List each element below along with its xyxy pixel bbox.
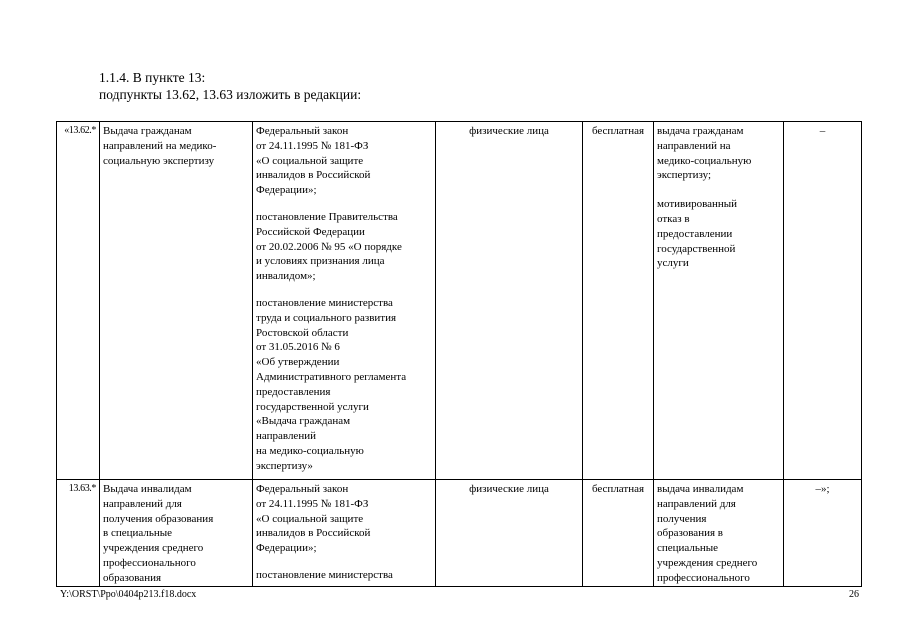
legal-line: инвалидом»; xyxy=(256,270,316,283)
service-line: учреждения среднего xyxy=(103,542,204,555)
result-line: отказ в xyxy=(657,212,690,225)
result-line: выдача гражданам xyxy=(657,125,744,137)
result-line: медико-социальную xyxy=(657,154,752,167)
amendment-heading xyxy=(99,69,361,103)
document-file-path: Y:\ORST\Ppo\0404p213.f18.docx xyxy=(60,589,197,600)
legal-line: «Об утверждении xyxy=(256,356,340,369)
service-line: направлений для xyxy=(103,497,182,510)
result-cell xyxy=(654,480,784,587)
service-line: образования xyxy=(103,571,162,584)
legal-line: предоставления xyxy=(256,385,331,398)
recipients-cell: физические лица xyxy=(436,122,583,480)
payment-cell: бесплатная xyxy=(583,122,654,480)
legal-line: постановление министерства xyxy=(256,568,393,581)
legal-line: от 31.05.2016 № 6 xyxy=(256,341,340,354)
result-line: специальные xyxy=(657,542,719,555)
service-line: направлений на медико- xyxy=(103,139,217,152)
note-cell: –»; xyxy=(784,480,862,587)
result-line: государственной xyxy=(657,242,736,255)
service-line: профессионального xyxy=(103,556,196,569)
legal-line: Федеральный закон xyxy=(256,483,349,495)
result-line: получения xyxy=(657,512,707,525)
legal-basis-cell xyxy=(253,480,436,587)
legal-line: экспертизу» xyxy=(256,459,313,472)
result-line: мотивированный xyxy=(657,198,738,211)
row-number: 13.63.* xyxy=(57,480,100,587)
legal-line: Ростовской области xyxy=(256,326,349,339)
heading-line-2: подпункты 13.62, 13.63 изложить в редакции: xyxy=(99,87,362,102)
note-cell: – xyxy=(784,122,862,480)
legal-line: Федеральный закон xyxy=(256,125,349,137)
payment-cell: бесплатная xyxy=(583,480,654,587)
result-line: направлений на xyxy=(657,139,731,152)
row-number: «13.62.* xyxy=(57,122,100,480)
service-line: получения образования xyxy=(103,512,214,525)
result-line: учреждения среднего xyxy=(657,556,758,569)
table-row xyxy=(57,122,862,480)
legal-line: Федерации»; xyxy=(256,184,317,197)
legal-line: «О социальной защите xyxy=(256,154,364,167)
result-line: экспертизу; xyxy=(657,169,712,182)
legal-line: Федерации»; xyxy=(256,542,317,555)
legal-line: от 24.11.1995 № 181-ФЗ xyxy=(256,497,369,510)
legal-line: «О социальной защите xyxy=(256,512,364,525)
result-line: выдача инвалидам xyxy=(657,483,744,495)
service-line: Выдача инвалидам xyxy=(103,483,192,495)
service-line: Выдача гражданам xyxy=(103,125,192,137)
result-line: предоставлении xyxy=(657,227,733,240)
result-cell xyxy=(654,122,784,480)
table-row xyxy=(57,480,862,587)
service-line: социальную экспертизу xyxy=(103,154,215,167)
result-line: направлений для xyxy=(657,497,736,510)
legal-line: Административного регламента xyxy=(256,370,407,383)
legal-line: постановление министерства xyxy=(256,296,393,309)
legal-line: Российской Федерации xyxy=(256,225,365,238)
result-line: образования в xyxy=(657,527,723,540)
legal-line: государственной услуги xyxy=(256,400,369,413)
result-line: услуги xyxy=(657,257,689,270)
legal-line: от 24.11.1995 № 181-ФЗ xyxy=(256,139,369,152)
services-table xyxy=(56,121,862,587)
recipients-cell: физические лица xyxy=(436,480,583,587)
legal-line: постановление Правительства xyxy=(256,210,398,223)
legal-line: инвалидов в Российской xyxy=(256,527,371,540)
service-name-cell xyxy=(100,122,253,480)
legal-basis-cell xyxy=(253,122,436,480)
legal-line: инвалидов в Российской xyxy=(256,169,371,182)
legal-line: направлений xyxy=(256,430,316,443)
result-line: профессионального xyxy=(657,571,750,584)
heading-line-1: 1.1.4. В пункте 13: xyxy=(99,70,206,85)
service-line: в специальные xyxy=(103,527,173,540)
service-name-cell xyxy=(100,480,253,587)
legal-line: труда и социального развития xyxy=(256,311,397,324)
legal-line: на медико-социальную xyxy=(256,444,364,457)
legal-line: от 20.02.2006 № 95 «О порядке xyxy=(256,240,402,253)
page-number: 26 xyxy=(849,589,859,600)
legal-line: и условиях признания лица xyxy=(256,255,385,268)
legal-line: «Выдача гражданам xyxy=(256,415,351,428)
